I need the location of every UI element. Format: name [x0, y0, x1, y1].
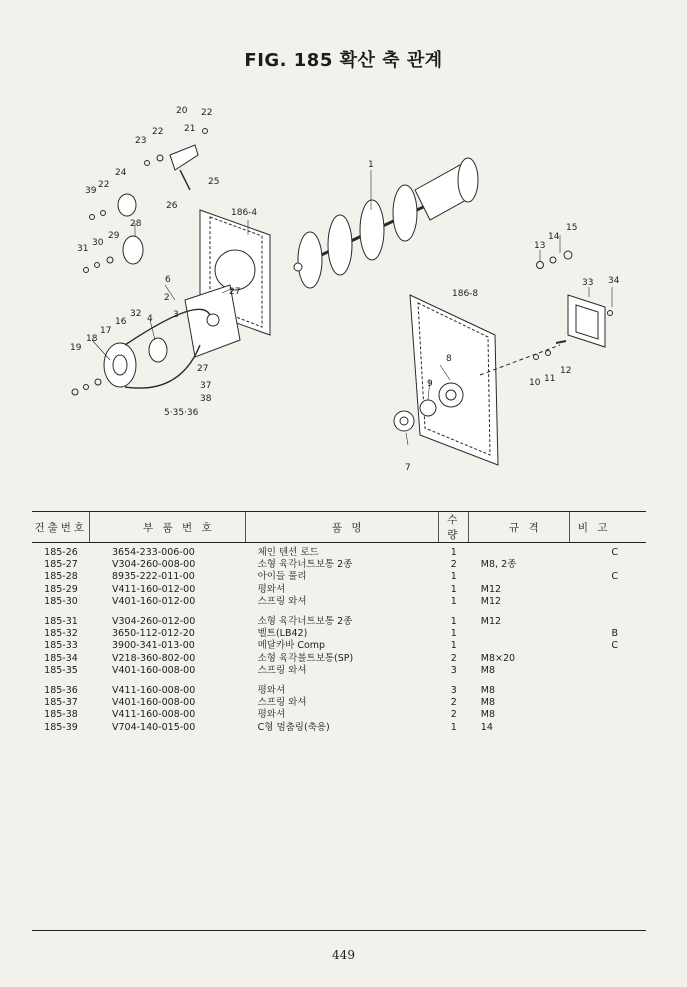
col-header-spec: 규 격	[469, 512, 570, 543]
cell-qty: 1	[450, 616, 457, 628]
table-row	[32, 559, 646, 571]
cell-part: V411-160-008-00	[111, 709, 196, 721]
callout: 22	[201, 108, 213, 118]
cell-remark	[570, 653, 646, 665]
callout: 33	[582, 278, 594, 288]
cell-no: 185-37	[44, 697, 78, 709]
cell-spec: M8	[480, 685, 496, 697]
exploded-parts-diagram	[0, 95, 687, 505]
table-row	[32, 722, 646, 734]
callout: 24	[115, 168, 127, 178]
cell-remark: B	[611, 628, 618, 640]
cell-qty: 2	[450, 697, 457, 709]
table-row	[32, 596, 646, 608]
cell-no: 185-27	[44, 559, 78, 571]
cell-no: 185-31	[44, 616, 78, 628]
cell-part: V304-260-012-00	[111, 616, 196, 628]
cell-qty: 1	[450, 571, 457, 583]
table-row	[32, 608, 646, 628]
cell-qty: 2	[450, 559, 457, 571]
cell-qty: 1	[450, 583, 457, 595]
cell-qty: 1	[450, 595, 457, 607]
cell-spec	[469, 543, 570, 560]
cell-name: 평와셔	[257, 709, 286, 721]
cell-spec: 14	[480, 721, 493, 733]
cell-name: 평와셔	[257, 685, 286, 697]
cell-no: 185-35	[44, 664, 78, 676]
cell-remark	[570, 697, 646, 709]
callout: 26	[166, 201, 178, 211]
cell-part: V218-360-802-00	[111, 652, 196, 664]
cell-no: 185-28	[44, 571, 78, 583]
callout: 22	[98, 180, 110, 190]
cell-spec	[469, 571, 570, 583]
callout: 16	[115, 317, 127, 327]
figure-title: FIG. 185 확산 축 관계	[244, 50, 443, 71]
cell-name: C형 멈춤링(축용)	[257, 721, 330, 733]
cell-no: 185-36	[44, 685, 78, 697]
cell-spec	[469, 640, 570, 652]
auger-shaft-drawing	[294, 158, 478, 288]
cell-name: 아이들 풀리	[257, 571, 307, 583]
table-row	[32, 665, 646, 677]
callout: 9	[427, 379, 433, 389]
callout-labels	[70, 106, 620, 473]
table-row	[32, 640, 646, 652]
cell-no: 185-34	[44, 652, 78, 664]
callout: 22	[152, 127, 164, 137]
table-row	[32, 584, 646, 596]
cell-name: 소형 육각너트보통 2종	[257, 616, 353, 628]
callout: 13	[534, 241, 546, 251]
cell-part: V401-160-008-00	[111, 664, 196, 676]
cell-qty: 1	[450, 628, 457, 640]
callout: 37	[200, 381, 212, 391]
cell-qty: 2	[450, 709, 457, 721]
cell-no: 185-39	[44, 721, 78, 733]
cell-qty: 1	[450, 721, 457, 733]
cell-part: V411-160-008-00	[111, 685, 196, 697]
table-row	[32, 628, 646, 640]
callout: 3	[173, 310, 179, 320]
table-row	[32, 677, 646, 697]
col-header-part-name: 품 명	[246, 512, 439, 543]
callout: 10	[529, 378, 541, 388]
col-header-part-number: 부 품 번 호	[90, 512, 246, 543]
callout: 32	[130, 309, 142, 319]
cell-remark	[570, 608, 646, 628]
cell-part: 3654-233-006-00	[111, 547, 195, 558]
cell-spec: M8, 2종	[480, 559, 517, 571]
callout: 20	[176, 106, 188, 116]
cell-name: 소형 육각너트보통 2종	[257, 559, 353, 571]
callout: 6	[165, 275, 171, 285]
cell-spec	[469, 628, 570, 640]
cell-no: 185-29	[44, 583, 78, 595]
cell-part: V304-260-008-00	[111, 559, 196, 571]
tension-lever-drawing	[145, 129, 208, 191]
callout: 21	[184, 124, 196, 134]
cell-spec: M12	[480, 616, 502, 628]
callout: 39	[85, 186, 97, 196]
callout: 18	[86, 334, 98, 344]
bottom-rule	[32, 930, 646, 931]
callout: 14	[548, 232, 560, 242]
cell-remark	[570, 665, 646, 677]
cell-no: 185-32	[44, 628, 78, 640]
cell-qty: 1	[450, 640, 457, 652]
callout: 11	[544, 374, 556, 384]
parts-table-header	[32, 512, 646, 543]
cell-part: 3900-341-013-00	[111, 640, 195, 652]
cell-part: 8935-222-011-00	[111, 571, 195, 583]
callout: 2	[164, 293, 170, 303]
cell-remark	[570, 584, 646, 596]
cell-remark: C	[611, 547, 618, 558]
table-row	[32, 571, 646, 583]
cell-name: 스프링 와셔	[257, 664, 307, 676]
cell-no: 185-30	[44, 595, 78, 607]
cell-name: 체인 텐션 로드	[257, 547, 319, 558]
col-header-remark: 비 고	[570, 512, 646, 543]
callout: 23	[135, 136, 147, 146]
side-plate-drawing	[394, 295, 498, 465]
cell-part: 3650-112-012-20	[111, 628, 195, 640]
cell-part: V401-160-012-00	[111, 595, 196, 607]
callout: 15	[566, 223, 578, 233]
cell-remark	[570, 677, 646, 697]
callout: 27	[197, 364, 209, 374]
callout: 17	[100, 326, 112, 336]
page-number: 449	[332, 948, 355, 962]
table-row	[32, 543, 646, 560]
callout: 30	[92, 238, 104, 248]
callout: 28	[130, 219, 142, 229]
cell-part: V411-160-012-00	[111, 583, 196, 595]
cell-name: 벨트(LB42)	[257, 628, 308, 640]
callout: 19	[70, 343, 82, 353]
cell-remark	[570, 596, 646, 608]
parts-table-body	[32, 543, 646, 734]
callout: 7	[405, 463, 411, 473]
cell-name: 소형 육각볼트보통(SP)	[257, 652, 354, 664]
cell-name: 스프링 와셔	[257, 697, 307, 709]
cell-part: V401-160-008-00	[111, 697, 196, 709]
cell-remark	[570, 559, 646, 571]
cell-remark	[570, 709, 646, 721]
callout: 1	[368, 160, 374, 170]
cell-spec: M8	[480, 664, 496, 676]
callout: 8	[446, 354, 452, 364]
cell-spec: M8	[480, 697, 496, 709]
bearing-cover-drawing	[480, 251, 613, 375]
cell-qty: 3	[450, 664, 457, 676]
callout: 25	[208, 177, 220, 187]
cell-part: V704-140-015-00	[111, 721, 196, 733]
cell-name: 스프링 와셔	[257, 595, 307, 607]
callout: 12	[560, 366, 572, 376]
cell-no: 185-26	[44, 547, 78, 558]
cell-no: 185-38	[44, 709, 78, 721]
cell-spec: M12	[480, 595, 502, 607]
cell-name: 메달카바 Comp	[257, 640, 326, 652]
cell-qty: 3	[450, 685, 457, 697]
parts-table	[32, 511, 646, 734]
cell-name: 평와셔	[257, 583, 286, 595]
callout: 29	[108, 231, 120, 241]
cell-spec: M8×20	[480, 652, 516, 664]
callout: 186-4	[231, 208, 258, 218]
col-header-quantity: 수 량	[439, 512, 469, 543]
cell-remark: C	[611, 571, 618, 583]
table-row	[32, 697, 646, 709]
col-header-index: 건출번호	[32, 512, 90, 543]
callout: 5·35·36	[164, 408, 199, 418]
callout: 4	[147, 314, 153, 324]
diagram-svg	[0, 95, 687, 505]
cell-no: 185-33	[44, 640, 78, 652]
table-row	[32, 709, 646, 721]
cell-remark: C	[611, 640, 618, 652]
cell-spec: M12	[480, 583, 502, 595]
cell-spec: M8	[480, 709, 496, 721]
callout: 38	[200, 394, 212, 404]
callout: 27	[229, 287, 241, 297]
cell-remark	[570, 722, 646, 734]
cell-qty: 2	[450, 652, 457, 664]
table-row	[32, 653, 646, 665]
callout: 34	[608, 276, 620, 286]
cell-qty: 1	[450, 547, 457, 558]
callout: 31	[77, 244, 89, 254]
callout: 186-8	[452, 289, 479, 299]
